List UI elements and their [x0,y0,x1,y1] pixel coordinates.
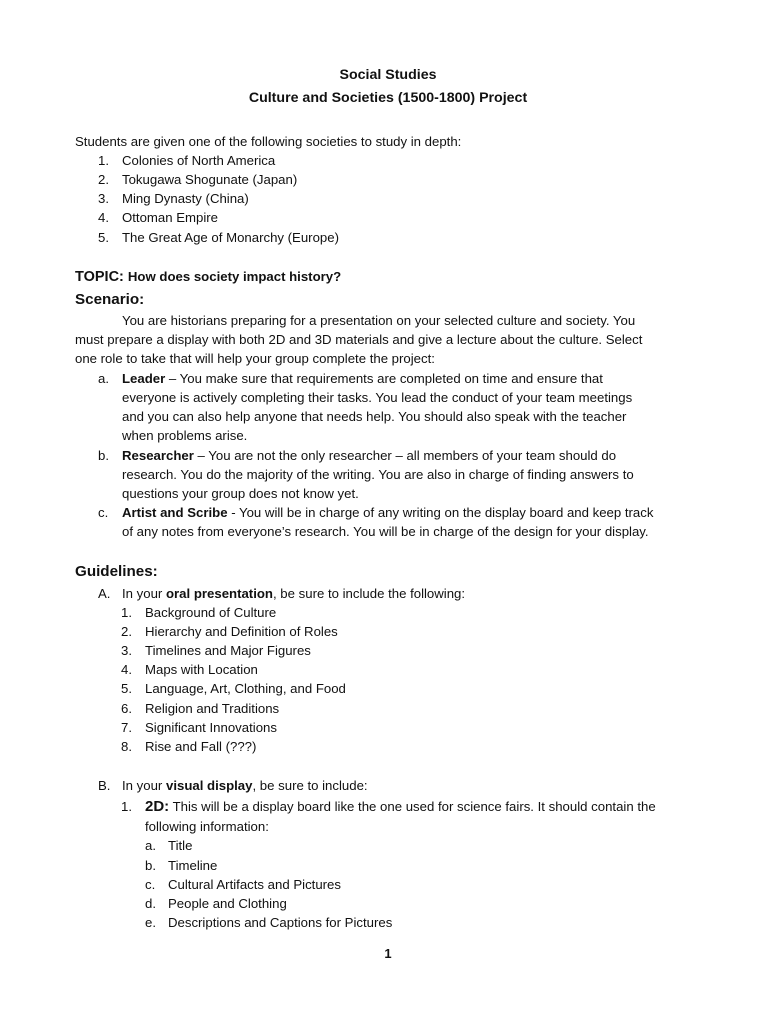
guidelines-heading: Guidelines: [75,563,158,580]
role-marker: b. [98,448,109,463]
scenario-paragraph-line: one role to take that will help your group complete the project: [75,351,435,366]
visual-sub-marker: 1. [121,799,132,814]
role-researcher-line: Researcher – You are not the only researcher – all members of your team should do [122,448,617,463]
visual-2d-label: 2D: [145,798,170,815]
guideline-oral-intro: In your oral presentation, be sure to include the following: [122,586,466,601]
role-leader-line: Leader – You make sure that requirements are completed on time and ensure that [122,371,603,386]
topic-heading [75,269,341,285]
role-name: Artist and Scribe [122,505,228,520]
role-marker: c. [98,505,109,520]
role-artist-line: of any notes from everyone’s research. You will be in charge of the design for your display. [122,524,649,539]
role-name: Researcher [122,448,194,463]
role-leader-line: and you can also help anyone that needs help. You should also speak with the teacher [122,409,627,424]
document-title-project: Culture and Societies (1500-1800) Project [248,90,528,106]
oral-item: Maps with Location [145,662,258,677]
society-item: Tokugawa Shogunate (Japan) [122,172,298,187]
guideline-marker: B. [98,778,111,793]
oral-item: Religion and Traditions [145,701,280,716]
role-artist-line: Artist and Scribe - You will be in charge of any writing on the display board and keep track [122,505,654,520]
guideline-marker: A. [98,586,111,601]
intro-text: Students are given one of the following societies to study in depth: [75,134,462,149]
scenario-paragraph-line: must prepare a display with both 2D and 3D materials and give a lecture about the culture. Select [75,332,643,347]
visual-item: Cultural Artifacts and Pictures [168,877,341,892]
society-item: The Great Age of Monarchy (Europe) [122,230,339,245]
visual-item: People and Clothing [168,896,287,911]
society-item: Ottoman Empire [122,210,219,225]
scenario-heading: Scenario: [75,291,145,308]
role-researcher-line: questions your group does not know yet. [122,486,359,501]
society-item: Ming Dynasty (China) [122,191,249,206]
document-title-subject: Social Studies [339,67,437,83]
visual-2d-description: 2D: This will be a display board like the one used for science fairs. It should contain the [145,798,656,815]
oral-item: Background of Culture [145,605,277,620]
visual-2d-description: following information: [145,819,269,834]
document-page: Social Studies Culture and Societies (1500-1800) Project Students are given one of the following societies to study in depth: 1. Colonies of North America 2. Tokugawa Shogunate (Japan) 3. Ming Dynasty (China) 4. Ottoman Empire 5. The Great Age of Monarchy (Europe) TOPIC: How does society impact history? Scenario: You are historians preparing for a presentation on your selected culture and society. You must prepare a display with both 2D and 3D materials and give a lecture about the culture. Select one role to take that will help your group complete the project: a. Leader – You make sure that requirements are completed on time and ensure that everyone is actively completing their tasks. You lead the conduct of your team meetings and you can also help anyone that needs help. You should also speak with the teacher when problems arise. b. Researcher – You are not the only researcher – all members of your team should do research. You do the majority of the writing. You are also in charge of finding answers to questions your group does not know yet. c. Artist and Scribe - You will be in charge of any writing on the display board and keep track of any notes from everyone’s research. You will be in charge of the design for your display. Guidelines: A. In your oral presentation, be sure to include the following: 1. Background of Culture 2. Hierarchy and Definition of Roles 3. Timelines and Major Figures 4. Maps with Location 5. Language, Art, Clothing, and Food 6. Religion and Traditions 7. Significant Innovations 8. Rise and Fall (???) B. In your visual display, be sure to include: 1. 2D: This will be a display board like the one used for science fairs. It should contain the following information: a. Title b. Timeline c. Cultural Artifacts and Pictures d. People and Clothing e. Descriptions and Captions for Pictures 1 [0,0,768,1024]
role-leader-line: everyone is actively completing their tasks. You lead the conduct of your team meetings [122,390,633,405]
visual-item: Title [168,838,193,853]
visual-item: Timeline [168,858,218,873]
role-name: Leader [122,371,166,386]
oral-item: Timelines and Major Figures [145,643,311,658]
visual-item: Descriptions and Captions for Pictures [168,915,393,930]
oral-item: Significant Innovations [145,720,277,735]
role-researcher-line: research. You do the majority of the writing. You are also in charge of finding answers to [122,467,634,482]
topic-question: How does society impact history? [127,269,342,284]
page-number: 1 [384,946,392,961]
scenario-paragraph-line: You are historians preparing for a presentation on your selected culture and society. You [122,313,636,328]
oral-item: Language, Art, Clothing, and Food [145,681,346,696]
guideline-visual-intro: In your visual display, be sure to include: [122,778,368,793]
oral-item: Hierarchy and Definition of Roles [145,624,338,639]
role-marker: a. [98,371,109,386]
oral-item: Rise and Fall (???) [145,739,257,754]
society-item: Colonies of North America [122,153,276,168]
topic-label: TOPIC: [75,269,124,285]
role-leader-line: when problems arise. [122,428,248,443]
